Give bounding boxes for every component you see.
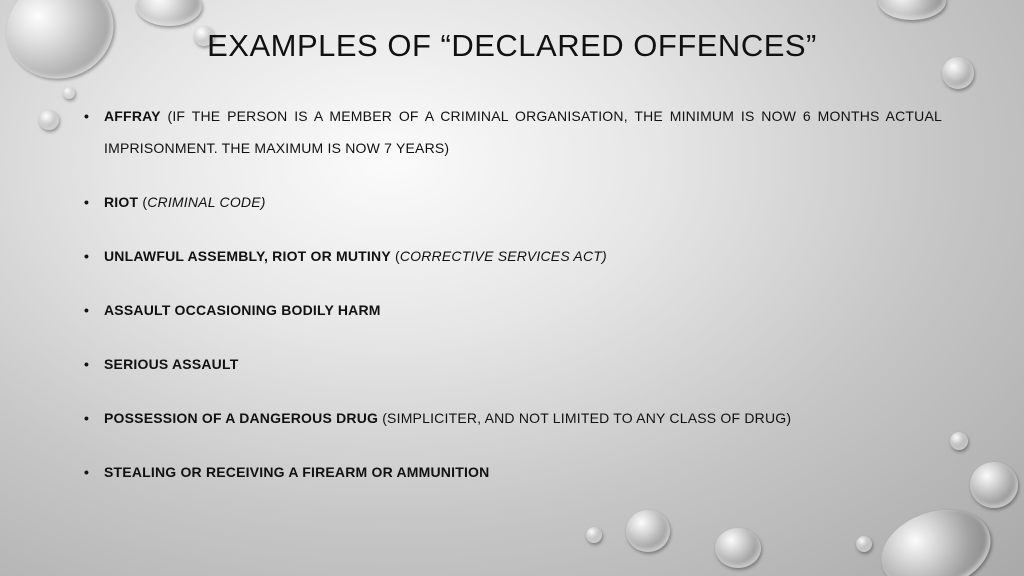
water-drop-icon xyxy=(950,432,968,450)
water-drop-icon xyxy=(626,510,670,552)
water-drop-icon xyxy=(63,87,75,99)
bullet-bold: POSSESSION OF A DANGEROUS DRUG xyxy=(104,410,379,426)
water-drop-icon xyxy=(39,110,59,130)
bullet-text: (IF THE PERSON IS A MEMBER OF A CRIMINAL ORGANISATION, THE MINIMUM IS NOW 6 MONTHS ACTUAL IMPRISONMENT. THE MAXIMUM IS NOW 7 YEARS) xyxy=(104,108,942,156)
bullet-icon: • xyxy=(84,248,90,264)
bullet-bold: UNLAWFUL ASSEMBLY, RIOT OR MUTINY xyxy=(104,248,391,264)
bullet-icon: • xyxy=(84,302,90,318)
water-drop-icon xyxy=(715,528,761,568)
bullet-item-dangerous-drug xyxy=(82,402,942,434)
bullet-icon: • xyxy=(84,108,90,124)
slide-title: EXAMPLES OF “DECLARED OFFENCES” xyxy=(207,28,817,63)
bullet-bold: RIOT xyxy=(104,194,139,210)
bullet-text: ( xyxy=(390,248,400,264)
bullet-text: (SIMPLICITER, AND NOT LIMITED TO ANY CLASS OF DRUG) xyxy=(378,410,792,426)
bullet-item-assault-bodily-harm xyxy=(82,294,942,326)
water-drop-icon xyxy=(856,536,872,552)
bullet-bold: SERIOUS ASSAULT xyxy=(104,356,239,372)
water-drop-icon xyxy=(878,0,946,20)
bullet-icon: • xyxy=(84,464,90,480)
bullet-item-unlawful-assembly xyxy=(82,240,942,272)
bullet-list xyxy=(82,100,942,510)
bullet-bold: AFFRAY xyxy=(104,108,161,124)
bullet-icon: • xyxy=(84,356,90,372)
bullet-icon: • xyxy=(84,194,90,210)
bullet-bold: STEALING OR RECEIVING A FIREARM OR AMMUNITION xyxy=(104,464,490,480)
bullet-text: ( xyxy=(138,194,148,210)
bullet-italic: CRIMINAL CODE) xyxy=(147,194,266,210)
bullet-bold: ASSAULT OCCASIONING BODILY HARM xyxy=(104,302,381,318)
bullet-italic: CORRECTIVE SERVICES ACT) xyxy=(399,248,607,264)
water-drop-icon xyxy=(586,527,602,543)
water-drop-icon xyxy=(136,0,202,26)
bullet-icon: • xyxy=(84,410,90,426)
bullet-item-affray xyxy=(82,100,942,164)
water-drop-icon xyxy=(970,462,1018,508)
bullet-item-riot xyxy=(82,186,942,218)
bullet-item-serious-assault xyxy=(82,348,942,380)
bullet-item-firearm xyxy=(82,456,942,488)
